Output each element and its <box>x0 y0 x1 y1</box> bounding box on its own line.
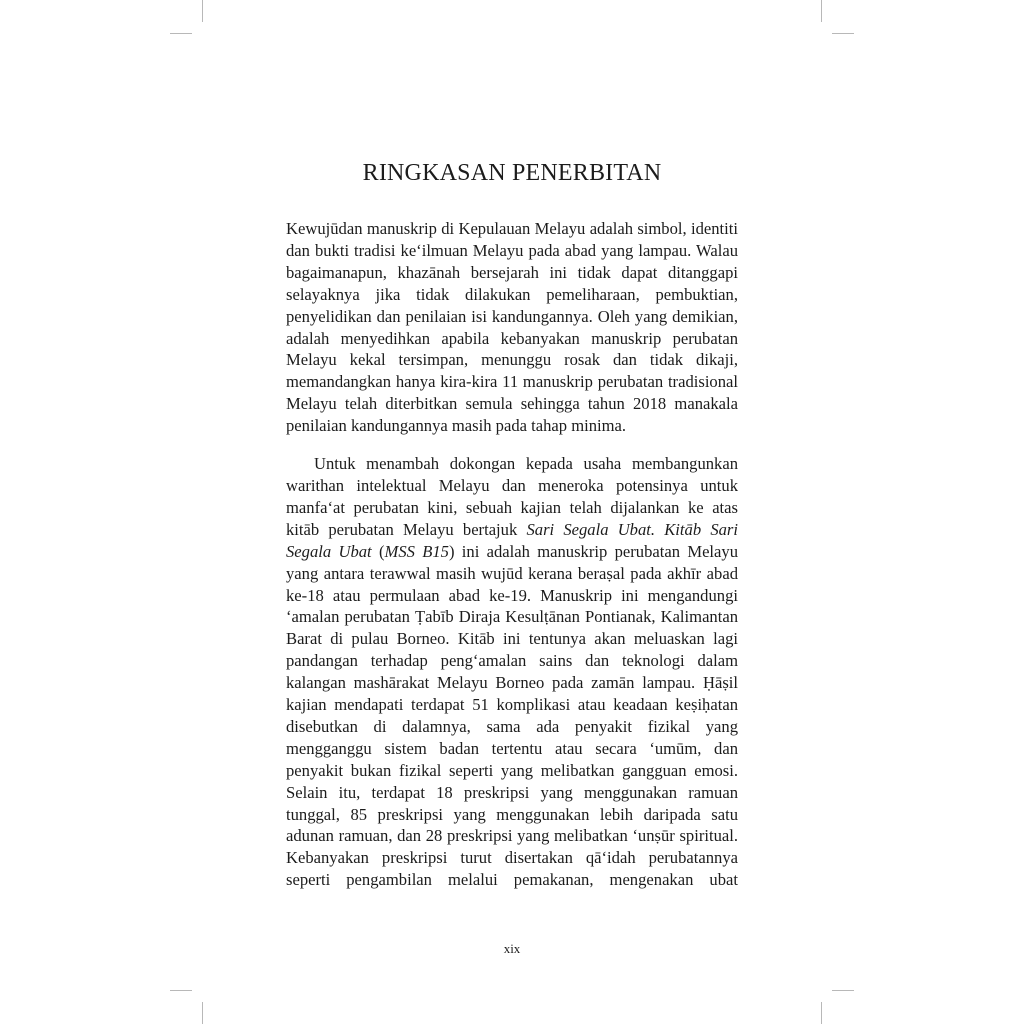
paragraph-2-paren-open: ( <box>371 541 385 561</box>
crop-mark-bottom-left-horizontal <box>170 990 192 991</box>
paragraph-1 <box>286 218 738 437</box>
crop-mark-bottom-left-vertical <box>202 1002 203 1024</box>
crop-mark-top-left-horizontal <box>170 33 192 34</box>
crop-mark-top-right-vertical <box>821 0 822 22</box>
page-title: RINGKASAN PENERBITAN <box>362 160 662 186</box>
crop-mark-bottom-right-horizontal <box>832 990 854 991</box>
crop-mark-bottom-right-vertical <box>821 1002 822 1024</box>
crop-mark-top-left-vertical <box>202 0 203 22</box>
crop-mark-top-right-horizontal <box>832 33 854 34</box>
paragraph-1-text: Kewujūdan manuskrip di Kepulauan Melayu adalah simbol, identiti dan bukti tradisi keʻilmuan Melayu pada abad yang lampau. Walau bagaimanapun, khazānah bersejarah ini tidak dapat ditanggapi selayaknya jika tidak dilakukan pemeliharaan, pembuktian, penyelidikan dan penilaian isi kandungannya. Oleh yang demikian, adalah menyedihkan apabila kebanyakan manuskrip perubatan Melayu kekal tersimpan, menunggu rosak dan tidak dikaji, memandangkan hanya kira-kira 11 manuskrip perubatan tradisional Melayu telah diterbitkan semula sehingga tahun 2018 manakala penilaian kandungannya masih pada tahap minima. <box>286 219 738 436</box>
body-text <box>286 218 738 891</box>
paragraph-2 <box>286 453 738 891</box>
paragraph-2-text-intro: Untuk menambah dokongan kepada usaha membangunkan warithan intelektual Melayu dan meneroka potensinya untuk manfaʻat perubatan kini, sebuah kajian telah dijalankan ke atas kitāb perubatan Melayu bertajuk <box>286 454 738 539</box>
paragraph-2-text-body: ) ini adalah manuskrip perubatan Melayu yang antara terawwal masih wujūd kerana beraṣal pada akhīr abad ke-18 atau permulaan abad ke-19. Manuskrip ini mengandungi ʻamalan perubatan Ṭabīb Diraja Kesulṭānan Pontianak, Kalimantan Barat di pulau Borneo. Kitāb ini tentunya akan meluaskan lagi pandangan terhadap pengʻamalan sains dan teknologi dalam kalangan mashārakat Melayu Borneo pada zamān lampau. Ḥāṣil kajian mendapati terdapat 51 komplikasi atau keadaan keṣiḥatan disebutkan di dalamnya, sama ada penyakit fizikal yang mengganggu sistem badan tertentu atau secara ʻumūm, dan penyakit bukan fizikal seperti yang melibatkan gangguan emosi. Selain itu, terdapat 18 preskripsi yang menggunakan ramuan tunggal, 85 preskripsi yang menggunakan lebih daripada satu adunan ramuan, dan 28 preskripsi yang melibatkan ʻunṣūr spiritual. Kebanyakan preskripsi turut disertakan qāʻidah perubatannya seperti pengambilan melalui pemakanan, mengenakan ubat <box>286 541 739 890</box>
manuscript-code-italic: MSS B15 <box>384 541 449 561</box>
book-title-italic: Sari Segala Ubat. Kitāb Sari Segala Ubat <box>286 519 738 561</box>
page-number: xix <box>503 941 521 956</box>
